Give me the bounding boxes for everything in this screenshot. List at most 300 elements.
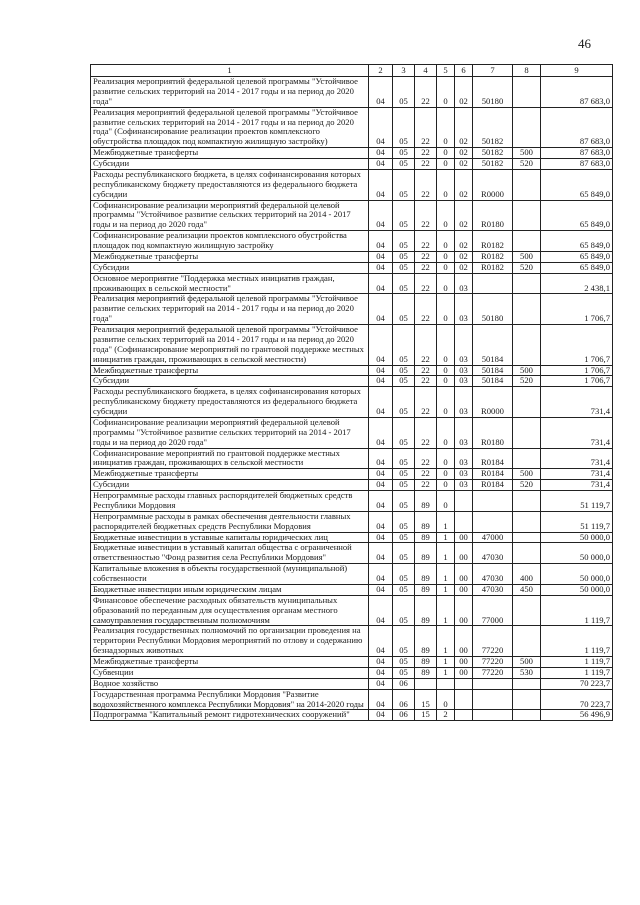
table-row <box>91 376 613 387</box>
subprogram-code: 0 <box>437 387 455 418</box>
program-code: 22 <box>415 200 437 231</box>
section-code: 04 <box>369 365 393 376</box>
subsection-code: 05 <box>393 365 415 376</box>
section-code: 04 <box>369 159 393 170</box>
direction-code: 50182 <box>473 159 513 170</box>
amount: 70 223,7 <box>541 689 613 710</box>
expense-type-code <box>513 273 541 294</box>
row-name: Капитальные вложения в объекты государственной (муниципальной) собственности <box>91 564 369 585</box>
table-row <box>91 667 613 678</box>
event-code: 03 <box>455 387 473 418</box>
row-name: Софинансирование реализации проектов комплексного обустройства площадок под компактную жилищную застройку <box>91 231 369 252</box>
event-code: 00 <box>455 584 473 595</box>
section-code: 04 <box>369 294 393 325</box>
row-name: Водное хозяйство <box>91 678 369 689</box>
subsection-code: 05 <box>393 200 415 231</box>
program-code: 22 <box>415 262 437 273</box>
table-row <box>91 200 613 231</box>
column-header-4: 4 <box>415 65 437 77</box>
row-name: Расходы республиканского бюджета, в целях софинансирования которых республиканскому бюджету предоставляются из федерального бюджета субсидии <box>91 387 369 418</box>
section-code: 04 <box>369 77 393 108</box>
event-code: 03 <box>455 448 473 469</box>
expense-type-code <box>513 595 541 626</box>
section-code: 04 <box>369 417 393 448</box>
subprogram-code: 0 <box>437 325 455 366</box>
subprogram-code: 1 <box>437 532 455 543</box>
section-code: 04 <box>369 273 393 294</box>
expense-type-code <box>513 387 541 418</box>
section-code: 04 <box>369 564 393 585</box>
direction-code: 50182 <box>473 148 513 159</box>
subprogram-code: 0 <box>437 689 455 710</box>
amount: 50 000,0 <box>541 532 613 543</box>
program-code: 89 <box>415 595 437 626</box>
expense-type-code <box>513 710 541 721</box>
subsection-code: 05 <box>393 564 415 585</box>
row-name: Непрограммные расходы в рамках обеспечения деятельности главных распорядителей бюджетных средств Республики Мордовия <box>91 511 369 532</box>
subsection-code: 05 <box>393 626 415 657</box>
amount: 51 119,7 <box>541 511 613 532</box>
column-header-9: 9 <box>541 65 613 77</box>
row-name: Реализация мероприятий федеральной целевой программы "Устойчивое развитие сельских территорий на 2014 - 2017 годы и на период до 2020 года" (Софинансирование мероприятий по грантовой поддержке местных инициатив граждан, проживающих в сельской местности) <box>91 325 369 366</box>
program-code: 22 <box>415 469 437 480</box>
table-row <box>91 448 613 469</box>
program-code: 22 <box>415 231 437 252</box>
expense-type-code <box>513 325 541 366</box>
expense-type-code <box>513 511 541 532</box>
table-row <box>91 543 613 564</box>
table-row <box>91 657 613 668</box>
direction-code <box>473 689 513 710</box>
direction-code: R0182 <box>473 262 513 273</box>
row-name: Расходы республиканского бюджета, в целях софинансирования которых республиканскому бюджету предоставляются из федерального бюджета субсидии <box>91 169 369 200</box>
table-row <box>91 251 613 262</box>
program-code: 22 <box>415 480 437 491</box>
event-code: 03 <box>455 294 473 325</box>
event-code: 03 <box>455 417 473 448</box>
subprogram-code: 0 <box>437 251 455 262</box>
section-code: 04 <box>369 710 393 721</box>
program-code: 22 <box>415 448 437 469</box>
subprogram-code: 1 <box>437 595 455 626</box>
subsection-code: 05 <box>393 595 415 626</box>
program-code: 22 <box>415 273 437 294</box>
amount: 65 849,0 <box>541 262 613 273</box>
expense-type-code: 500 <box>513 365 541 376</box>
subprogram-code: 0 <box>437 159 455 170</box>
subprogram-code: 0 <box>437 169 455 200</box>
event-code: 00 <box>455 626 473 657</box>
program-code: 22 <box>415 417 437 448</box>
amount: 731,4 <box>541 469 613 480</box>
direction-code: R0000 <box>473 169 513 200</box>
expense-type-code: 520 <box>513 480 541 491</box>
event-code: 00 <box>455 543 473 564</box>
subprogram-code: 0 <box>437 365 455 376</box>
expense-type-code <box>513 678 541 689</box>
event-code <box>455 689 473 710</box>
subprogram-code: 0 <box>437 294 455 325</box>
event-code: 02 <box>455 200 473 231</box>
event-code: 03 <box>455 480 473 491</box>
amount: 2 438,1 <box>541 273 613 294</box>
event-code: 02 <box>455 148 473 159</box>
subprogram-code: 0 <box>437 107 455 148</box>
amount: 50 000,0 <box>541 584 613 595</box>
section-code: 04 <box>369 689 393 710</box>
amount: 50 000,0 <box>541 564 613 585</box>
expense-type-code: 500 <box>513 657 541 668</box>
expense-type-code <box>513 169 541 200</box>
expense-type-code: 400 <box>513 564 541 585</box>
subsection-code: 05 <box>393 511 415 532</box>
subsection-code: 05 <box>393 469 415 480</box>
program-code: 89 <box>415 626 437 657</box>
row-name: Бюджетные инвестиции в уставные капиталы юридических лиц <box>91 532 369 543</box>
program-code: 22 <box>415 365 437 376</box>
amount: 731,4 <box>541 387 613 418</box>
table-row <box>91 365 613 376</box>
event-code <box>455 491 473 512</box>
subsection-code: 05 <box>393 532 415 543</box>
row-name: Субсидии <box>91 480 369 491</box>
row-name: Подпрограмма "Капитальный ремонт гидротехнических сооружений" <box>91 710 369 721</box>
table-row <box>91 511 613 532</box>
row-name: Субсидии <box>91 159 369 170</box>
amount: 1 119,7 <box>541 595 613 626</box>
row-name: Непрограммные расходы главных распорядителей бюджетных средств Республики Мордовия <box>91 491 369 512</box>
expense-type-code <box>513 107 541 148</box>
subprogram-code: 0 <box>437 376 455 387</box>
amount: 87 683,0 <box>541 107 613 148</box>
amount: 731,4 <box>541 448 613 469</box>
row-name: Реализация мероприятий федеральной целевой программы "Устойчивое развитие сельских территорий на 2014 - 2017 годы и на период до 2020 года" <box>91 294 369 325</box>
row-name: Бюджетные инвестиции в уставный капитал общества с ограниченной ответственностью "Фонд развития села Республики Мордовия" <box>91 543 369 564</box>
event-code: 02 <box>455 77 473 108</box>
event-code: 02 <box>455 262 473 273</box>
subprogram-code: 0 <box>437 448 455 469</box>
row-name: Реализация государственных полномочий по организации проведения на территории Республики Мордовия мероприятий по отлову и содержанию безнадзорных животных <box>91 626 369 657</box>
section-code: 04 <box>369 448 393 469</box>
event-code: 00 <box>455 595 473 626</box>
program-code: 22 <box>415 77 437 108</box>
table-row <box>91 689 613 710</box>
amount: 1 706,7 <box>541 325 613 366</box>
amount: 1 119,7 <box>541 626 613 657</box>
section-code: 04 <box>369 107 393 148</box>
subsection-code: 05 <box>393 657 415 668</box>
subsection-code: 05 <box>393 325 415 366</box>
subsection-code: 05 <box>393 77 415 108</box>
row-name: Основное мероприятие "Поддержка местных инициатив граждан, проживающих в сельской местности" <box>91 273 369 294</box>
event-code: 03 <box>455 376 473 387</box>
direction-code: 47030 <box>473 564 513 585</box>
direction-code: R0000 <box>473 387 513 418</box>
section-code: 04 <box>369 626 393 657</box>
subsection-code: 05 <box>393 148 415 159</box>
event-code <box>455 511 473 532</box>
subsection-code: 05 <box>393 169 415 200</box>
amount: 87 683,0 <box>541 77 613 108</box>
amount: 731,4 <box>541 417 613 448</box>
amount: 50 000,0 <box>541 543 613 564</box>
expense-type-code <box>513 200 541 231</box>
program-code: 22 <box>415 107 437 148</box>
section-code: 04 <box>369 200 393 231</box>
row-name: Субсидии <box>91 376 369 387</box>
direction-code: R0184 <box>473 480 513 491</box>
table-row <box>91 159 613 170</box>
subprogram-code: 0 <box>437 469 455 480</box>
subsection-code: 06 <box>393 710 415 721</box>
table-row <box>91 469 613 480</box>
subprogram-code: 1 <box>437 657 455 668</box>
subprogram-code: 1 <box>437 667 455 678</box>
direction-code: 47030 <box>473 543 513 564</box>
direction-code <box>473 273 513 294</box>
row-name: Субвенции <box>91 667 369 678</box>
program-code: 22 <box>415 325 437 366</box>
column-header-5: 5 <box>437 65 455 77</box>
direction-code: R0180 <box>473 417 513 448</box>
direction-code <box>473 491 513 512</box>
expense-type-code: 500 <box>513 148 541 159</box>
program-code <box>415 678 437 689</box>
section-code: 04 <box>369 148 393 159</box>
direction-code <box>473 678 513 689</box>
subprogram-code: 0 <box>437 273 455 294</box>
event-code <box>455 678 473 689</box>
subsection-code: 05 <box>393 667 415 678</box>
direction-code: R0184 <box>473 448 513 469</box>
expense-type-code <box>513 626 541 657</box>
amount: 87 683,0 <box>541 148 613 159</box>
amount: 65 849,0 <box>541 251 613 262</box>
table-row <box>91 231 613 252</box>
direction-code: 50184 <box>473 365 513 376</box>
amount: 65 849,0 <box>541 200 613 231</box>
expense-type-code <box>513 231 541 252</box>
amount: 1 706,7 <box>541 376 613 387</box>
page-number: 46 <box>578 36 591 51</box>
section-code: 04 <box>369 387 393 418</box>
table-row <box>91 294 613 325</box>
table-row <box>91 169 613 200</box>
program-code: 22 <box>415 159 437 170</box>
row-name: Межбюджетные трансферты <box>91 251 369 262</box>
table-row <box>91 584 613 595</box>
program-code: 89 <box>415 584 437 595</box>
subprogram-code: 0 <box>437 200 455 231</box>
table-row <box>91 148 613 159</box>
direction-code: R0180 <box>473 200 513 231</box>
expense-type-code <box>513 77 541 108</box>
event-code: 03 <box>455 365 473 376</box>
direction-code: 47030 <box>473 584 513 595</box>
subprogram-code <box>437 678 455 689</box>
program-code: 89 <box>415 657 437 668</box>
subprogram-code: 0 <box>437 148 455 159</box>
program-code: 22 <box>415 376 437 387</box>
table-row <box>91 491 613 512</box>
direction-code: R0182 <box>473 251 513 262</box>
event-code: 02 <box>455 159 473 170</box>
subprogram-code: 1 <box>437 511 455 532</box>
row-name: Межбюджетные трансферты <box>91 469 369 480</box>
direction-code: R0184 <box>473 469 513 480</box>
event-code: 02 <box>455 251 473 262</box>
table-row <box>91 387 613 418</box>
program-code: 89 <box>415 491 437 512</box>
program-code: 22 <box>415 251 437 262</box>
subsection-code: 05 <box>393 231 415 252</box>
event-code: 03 <box>455 469 473 480</box>
section-code: 04 <box>369 532 393 543</box>
section-code: 04 <box>369 584 393 595</box>
amount: 1 706,7 <box>541 365 613 376</box>
program-code: 22 <box>415 169 437 200</box>
column-header-8: 8 <box>513 65 541 77</box>
subsection-code: 06 <box>393 689 415 710</box>
section-code: 04 <box>369 511 393 532</box>
row-name: Субсидии <box>91 262 369 273</box>
direction-code: 50184 <box>473 325 513 366</box>
table-row <box>91 532 613 543</box>
expense-type-code <box>513 689 541 710</box>
amount: 1 706,7 <box>541 294 613 325</box>
subsection-code: 05 <box>393 480 415 491</box>
amount: 65 849,0 <box>541 169 613 200</box>
amount: 1 119,7 <box>541 667 613 678</box>
table-row <box>91 564 613 585</box>
event-code: 02 <box>455 169 473 200</box>
event-code: 03 <box>455 325 473 366</box>
row-name: Межбюджетные трансферты <box>91 657 369 668</box>
event-code: 00 <box>455 657 473 668</box>
subsection-code: 05 <box>393 107 415 148</box>
table-body <box>91 77 613 721</box>
row-name: Реализация мероприятий федеральной целевой программы "Устойчивое развитие сельских территорий на 2014 - 2017 годы и на период до 2020 года" <box>91 77 369 108</box>
expense-type-code: 520 <box>513 262 541 273</box>
table-row <box>91 710 613 721</box>
direction-code: 77220 <box>473 657 513 668</box>
column-header-6: 6 <box>455 65 473 77</box>
table-row <box>91 77 613 108</box>
table-row <box>91 273 613 294</box>
table-row <box>91 480 613 491</box>
direction-code: 50180 <box>473 77 513 108</box>
section-code: 04 <box>369 667 393 678</box>
subprogram-code: 0 <box>437 262 455 273</box>
table-row <box>91 262 613 273</box>
program-code: 22 <box>415 294 437 325</box>
row-name: Межбюджетные трансферты <box>91 148 369 159</box>
subsection-code: 05 <box>393 387 415 418</box>
section-code: 04 <box>369 231 393 252</box>
expense-type-code: 520 <box>513 159 541 170</box>
program-code: 89 <box>415 532 437 543</box>
row-name: Бюджетные инвестиции иным юридическим лицам <box>91 584 369 595</box>
expense-type-code <box>513 491 541 512</box>
amount: 87 683,0 <box>541 159 613 170</box>
event-code: 00 <box>455 667 473 678</box>
subsection-code: 05 <box>393 251 415 262</box>
direction-code <box>473 511 513 532</box>
amount: 65 849,0 <box>541 231 613 252</box>
expense-type-code <box>513 532 541 543</box>
row-name: Финансовое обеспечение расходных обязательств муниципальных образований по переданным для осуществления органам местного самоуправления государственным полномочиям <box>91 595 369 626</box>
amount: 56 496,9 <box>541 710 613 721</box>
expense-type-code <box>513 448 541 469</box>
section-code: 04 <box>369 251 393 262</box>
direction-code: 50180 <box>473 294 513 325</box>
direction-code: 50182 <box>473 107 513 148</box>
table-header <box>91 65 613 77</box>
program-code: 89 <box>415 543 437 564</box>
event-code: 00 <box>455 564 473 585</box>
event-code: 02 <box>455 231 473 252</box>
expense-type-code: 500 <box>513 251 541 262</box>
amount: 70 223,7 <box>541 678 613 689</box>
section-code: 04 <box>369 262 393 273</box>
subsection-code: 05 <box>393 262 415 273</box>
subsection-code: 05 <box>393 417 415 448</box>
subsection-code: 05 <box>393 448 415 469</box>
expense-type-code <box>513 543 541 564</box>
section-code: 04 <box>369 543 393 564</box>
subprogram-code: 1 <box>437 626 455 657</box>
subprogram-code: 0 <box>437 231 455 252</box>
event-code: 00 <box>455 532 473 543</box>
subprogram-code: 2 <box>437 710 455 721</box>
direction-code: 50184 <box>473 376 513 387</box>
amount: 51 119,7 <box>541 491 613 512</box>
amount: 731,4 <box>541 480 613 491</box>
program-code: 22 <box>415 387 437 418</box>
table-row <box>91 107 613 148</box>
subsection-code: 05 <box>393 491 415 512</box>
expense-type-code: 530 <box>513 667 541 678</box>
direction-code <box>473 710 513 721</box>
column-header-2: 2 <box>369 65 393 77</box>
direction-code: 77220 <box>473 626 513 657</box>
event-code: 02 <box>455 107 473 148</box>
subsection-code: 05 <box>393 273 415 294</box>
subsection-code: 05 <box>393 159 415 170</box>
direction-code: 77000 <box>473 595 513 626</box>
amount: 1 119,7 <box>541 657 613 668</box>
table-row <box>91 595 613 626</box>
section-code: 04 <box>369 657 393 668</box>
section-code: 04 <box>369 595 393 626</box>
expense-type-code <box>513 417 541 448</box>
subprogram-code: 0 <box>437 480 455 491</box>
table-row <box>91 417 613 448</box>
subsection-code: 05 <box>393 584 415 595</box>
subsection-code: 06 <box>393 678 415 689</box>
section-code: 04 <box>369 325 393 366</box>
column-header-1: 1 <box>91 65 369 77</box>
subprogram-code: 1 <box>437 584 455 595</box>
subsection-code: 05 <box>393 376 415 387</box>
header-row <box>91 65 613 77</box>
program-code: 22 <box>415 148 437 159</box>
subsection-code: 05 <box>393 294 415 325</box>
section-code: 04 <box>369 678 393 689</box>
section-code: 04 <box>369 469 393 480</box>
subprogram-code: 0 <box>437 77 455 108</box>
budget-table <box>90 64 613 721</box>
